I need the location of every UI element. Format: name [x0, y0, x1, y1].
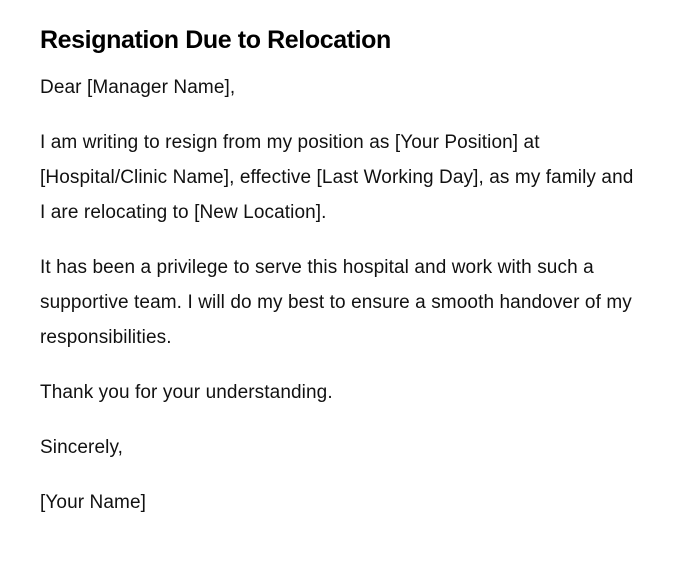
salutation: Dear [Manager Name],	[40, 77, 236, 98]
body-paragraph-intro: I am writing to resign from my position as [Your Position] at [Hospital/Clinic Name], effective [Last Working Day], as my family and I are relocating to [New Location].	[40, 132, 634, 223]
signature: [Your Name]	[40, 492, 147, 513]
letter-title: Resignation Due to Relocation	[40, 26, 391, 54]
body-paragraph-gratitude: It has been a privilege to serve this hospital and work with such a supportive team. I will do my best to ensure a smooth handover of my responsibilities.	[40, 257, 632, 348]
letter-document	[40, 24, 640, 540]
closing: Sincerely,	[40, 437, 124, 458]
body-paragraph-thanks: Thank you for your understanding.	[40, 382, 333, 403]
